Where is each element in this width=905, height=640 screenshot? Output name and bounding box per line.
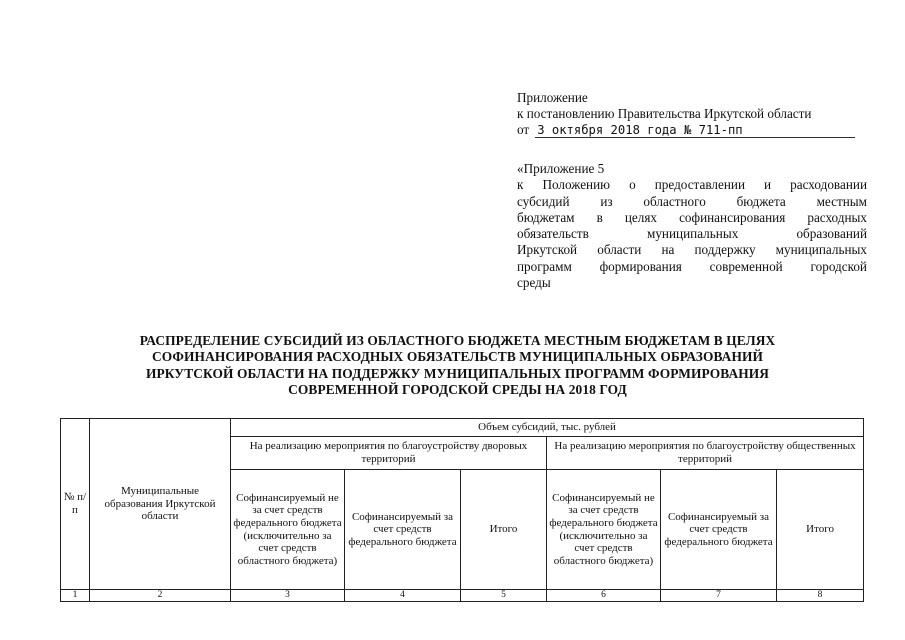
column-number: 4 <box>345 590 461 602</box>
header-group-public: На реализацию мероприятия по благоустройству общественных территорий <box>547 437 864 470</box>
column-number: 5 <box>461 590 547 602</box>
date-prefix: от <box>517 122 530 137</box>
document-title <box>60 333 855 398</box>
resolution-date: 3 октября 2018 года № 711-пп <box>535 123 855 138</box>
appendix5-line: обязательств муниципальных образований <box>517 226 867 242</box>
title-line: СОФИНАНСИРОВАНИЯ РАСХОДНЫХ ОБЯЗАТЕЛЬСТВ МУНИЦИПАЛЬНЫХ ОБРАЗОВАНИЙ <box>151 349 763 365</box>
title-line: РАСПРЕДЕЛЕНИЕ СУБСИДИЙ ИЗ ОБЛАСТНОГО БЮДЖЕТА МЕСТНЫМ БЮДЖЕТАМ В ЦЕЛЯХ <box>139 333 776 348</box>
header-yards-federal: Софинансируемый за счет средств федерального бюджета <box>345 470 461 590</box>
column-number: 2 <box>90 590 231 602</box>
column-number: 6 <box>547 590 661 602</box>
header-public-federal: Софинансируемый за счет средств федерального бюджета <box>661 470 777 590</box>
appendix5-heading: «Приложение 5 <box>517 161 605 176</box>
header-yards-nonfederal: Софинансируемый не за счет средств федерального бюджета (исключительно за счет средств областного бюджета) <box>231 470 345 590</box>
column-number-row <box>61 590 864 602</box>
column-number: 3 <box>231 590 345 602</box>
header-yards-total: Итого <box>461 470 547 590</box>
title-line: ИРКУТСКОЙ ОБЛАСТИ НА ПОДДЕРЖКУ МУНИЦИПАЛЬНЫХ ПРОГРАММ ФОРМИРОВАНИЯ <box>145 365 770 381</box>
appendix-label: Приложение <box>517 90 588 105</box>
appendix-block <box>517 90 867 138</box>
appendix5-line: Иркутской области на поддержку муниципальных <box>517 242 867 258</box>
appendix5-body <box>517 177 867 291</box>
header-group-yards: На реализацию мероприятия по благоустройству дворовых территорий <box>231 437 547 470</box>
column-number: 1 <box>61 590 90 602</box>
column-number: 7 <box>661 590 777 602</box>
header-public-total: Итого <box>777 470 864 590</box>
column-number: 8 <box>777 590 864 602</box>
header-num: № п/п <box>61 419 90 590</box>
appendix5-block <box>517 161 867 291</box>
appendix5-line: программ формирования современной городской <box>517 258 867 274</box>
appendix5-line: субсидий из областного бюджета местным <box>517 193 867 209</box>
appendix5-line: бюджетам в целях софинансирования расходных <box>517 209 867 225</box>
header-municipality: Муниципальные образования Иркутской области <box>90 419 231 590</box>
header-volume: Объем субсидий, тыс. рублей <box>231 419 864 437</box>
appendix-date-row <box>517 122 867 138</box>
header-public-nonfederal: Софинансируемый не за счет средств федерального бюджета (исключительно за счет средств областного бюджета) <box>547 470 661 590</box>
appendix5-line: к Положению о предоставлении и расходовании <box>517 177 867 193</box>
title-line: СОВРЕМЕННОЙ ГОРОДСКОЙ СРЕДЫ НА 2018 ГОД <box>288 381 627 397</box>
subsidy-table <box>60 418 864 602</box>
appendix5-line: среды <box>517 275 551 291</box>
appendix-resolution: к постановлению Правительства Иркутской области <box>517 106 812 121</box>
